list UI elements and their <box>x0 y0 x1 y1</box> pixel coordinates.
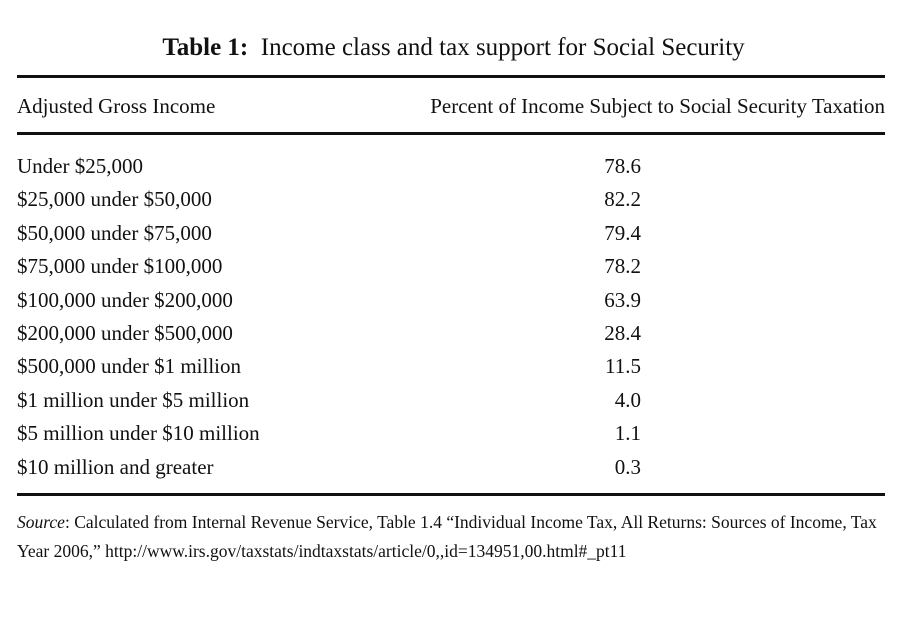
table-title <box>0 34 907 62</box>
source-note <box>17 508 889 566</box>
percent-cell: 1.1 <box>614 421 641 446</box>
table-row <box>17 388 885 421</box>
income-cell: $50,000 under $75,000 <box>17 220 212 245</box>
table-row <box>17 421 885 454</box>
column-header-income: Adjusted Gross Income <box>17 94 216 118</box>
source-label: Source <box>17 512 65 532</box>
table-row <box>17 455 885 488</box>
table-row <box>17 321 885 354</box>
table-row <box>17 254 885 287</box>
percent-cell: 78.6 <box>604 154 641 178</box>
percent-cell: 28.4 <box>604 320 641 345</box>
table-body <box>17 154 885 488</box>
table-row <box>17 154 885 187</box>
header-rule <box>17 132 885 135</box>
table-row <box>17 354 885 387</box>
percent-cell: 82.2 <box>604 187 641 212</box>
table-row <box>17 187 885 220</box>
bottom-rule <box>17 493 885 496</box>
percent-cell: 78.2 <box>604 254 641 279</box>
percent-cell: 0.3 <box>614 454 641 479</box>
income-cell: $75,000 under $100,000 <box>17 254 223 279</box>
income-cell: $5 million under $10 million <box>17 421 260 446</box>
percent-cell: 11.5 <box>605 354 641 379</box>
table-row <box>17 221 885 254</box>
income-cell: $100,000 under $200,000 <box>17 287 233 312</box>
percent-cell: 4.0 <box>614 387 641 412</box>
income-cell: $25,000 under $50,000 <box>17 187 212 212</box>
income-cell: $500,000 under $1 million <box>17 354 241 379</box>
income-cell: $200,000 under $500,000 <box>17 320 233 345</box>
income-cell: $1 million under $5 million <box>17 387 250 412</box>
income-cell: Under $25,000 <box>17 154 143 178</box>
column-header-percent: Percent of Income Subject to Social Security Taxation <box>430 94 885 118</box>
table-title-text: Income class and tax support for Social Security <box>260 34 745 61</box>
table-row <box>17 288 885 321</box>
source-text: : Calculated from Internal Revenue Service, Table 1.4 “Individual Income Tax, All Returns: Sources of Income, Tax Year 2006,” http://www.irs.gov/taxstats/indtaxstats/article/0,,id=134951,00.html#_pt11 <box>17 512 877 561</box>
top-rule <box>17 75 885 78</box>
percent-cell: 63.9 <box>604 287 641 312</box>
percent-cell: 79.4 <box>604 220 641 245</box>
table-title-label: Table 1: <box>162 34 249 61</box>
income-cell: $10 million and greater <box>17 454 214 479</box>
